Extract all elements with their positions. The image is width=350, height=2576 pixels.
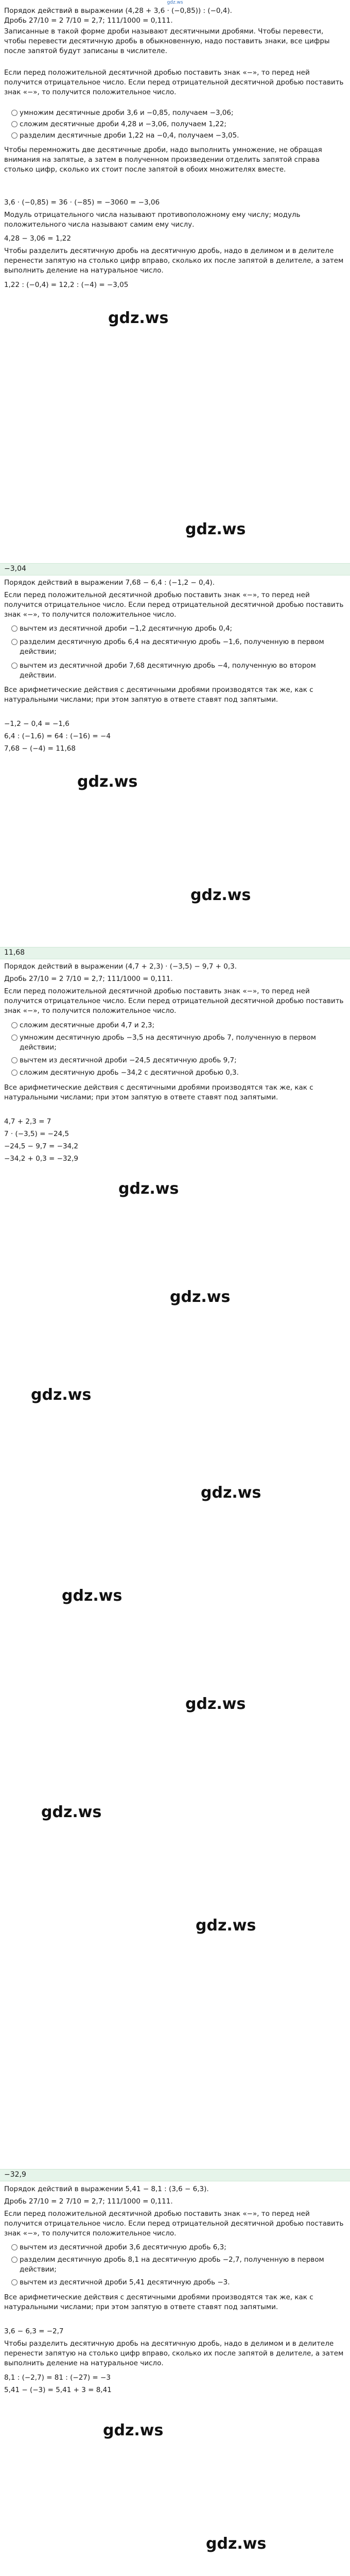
answer-value: −3,04 xyxy=(4,565,26,573)
answer-band xyxy=(0,563,350,575)
step-bullet xyxy=(11,2257,18,2263)
rule-sign: Если перед положительной десятичной дробью поставить знак «−», то перед ней получится отрицательное число. Если перед отрицательной десятичной дробью поставить знак «−», то получится положительное число. xyxy=(4,591,344,619)
calc-12: 8,1 : (−2,7) = 81 : (−27) = −3 xyxy=(4,2374,111,2382)
rule-add: Все арифметические действия с десятичными дробями производятся так же, как с натуральными числами; при этом запятую в ответе ставят под запятыми. xyxy=(4,1083,313,1101)
rule-sign: Если перед положительной десятичной дробью поставить знак «−», то перед ней получится отрицательное число. Если перед отрицательной десятичной дробью поставить знак «−», то получится положительное число. xyxy=(4,69,344,96)
step-bullet xyxy=(11,625,18,632)
rule-mult: Чтобы перемножить две десятичные дроби, надо выполнить умножение, не обращая внимания на запятые, а затем в полученном произведении отделить запятой справа столько цифр, сколько их стоит после запятой в обоих множителях вместе. xyxy=(4,146,322,174)
answer-value: −32,9 xyxy=(4,2171,26,2179)
watermark: gdz.ws xyxy=(108,309,169,327)
task-3-step-3: вычтем из десятичной дроби −24,5 десятичную дробь 9,7; xyxy=(20,1056,237,1064)
task-2-step-1: вычтем из десятичной дроби −1,2 десятичную дробь 0,4; xyxy=(20,624,233,633)
task-3-step-4: сложим десятичную дробь −34,2 с десятичной дробью 0,3. xyxy=(20,1069,239,1077)
task-3-step-1: сложим десятичные дроби 4,7 и 2,3; xyxy=(20,1021,154,1029)
watermark: gdz.ws xyxy=(170,1288,231,1306)
watermark: gdz.ws xyxy=(77,773,138,791)
answer-band xyxy=(0,947,350,959)
watermark: gdz.ws xyxy=(103,2421,164,2439)
step-bullet xyxy=(11,663,18,669)
rule-div: Чтобы разделить десятичную дробь на десятичную дробь, надо в делимом и в делителе перенести запятую на столько цифр вправо, сколько их после запятой в делителе, а затем выполнить деление на натуральное число. xyxy=(4,247,344,275)
rule-div: Чтобы разделить десятичную дробь на десятичную дробь, надо в делимом и в делителе перенести запятую на столько цифр вправо, сколько их после запятой в делителе, а затем выполнить деление на натуральное число. xyxy=(4,2340,344,2367)
calc-13: 5,41 − (−3) = 5,41 + 3 = 8,41 xyxy=(4,2386,112,2394)
calc-7: 4,7 + 2,3 = 7 xyxy=(4,1117,51,1126)
calc-5: 6,4 : (−1,6) = 64 : (−16) = −4 xyxy=(4,732,111,740)
site-header[interactable]: gdz.ws xyxy=(167,0,183,5)
answer-band xyxy=(0,2169,350,2181)
fraction-note: Дробь 27/10 = 2 7/10 = 2,7; 111/1000 = 0,111. xyxy=(4,16,173,25)
watermark: gdz.ws xyxy=(185,520,246,538)
fraction-note: Дробь 27/10 = 2 7/10 = 2,7; 111/1000 = 0,111. xyxy=(4,2197,173,2206)
task-1-order: Порядок действий в выражении (4,28 + 3,6 · (−0,85)) : (−0,4). xyxy=(4,7,232,15)
calc-11: 3,6 − 6,3 = −2,7 xyxy=(4,2327,64,2335)
rule-sign: Если перед положительной десятичной дробью поставить знак «−», то перед ней получится отрицательное число. Если перед отрицательной десятичной дробью поставить знак «−», то получится положительное число. xyxy=(4,987,344,1015)
calc-10: −34,2 + 0,3 = −32,9 xyxy=(4,1155,78,1163)
task-2-step-3: вычтем из десятичной дроби 7,68 десятичную дробь −4, полученную во втором действии. xyxy=(20,662,316,680)
calc-1: 3,6 · (−0,85) = 36 · (−85) = −3060 = −3,06 xyxy=(4,198,160,207)
watermark: gdz.ws xyxy=(190,886,251,904)
watermark: gdz.ws xyxy=(62,1587,122,1605)
calc-2: 4,28 − 3,06 = 1,22 xyxy=(4,234,71,243)
task-1-step-1: умножим десятичные дроби 3,6 и −0,85, получаем −3,06; xyxy=(20,109,234,117)
task-4-step-3: вычтем из десятичной дроби 5,41 десятичную дробь −3. xyxy=(20,2278,230,2286)
task-2-order: Порядок действий в выражении 7,68 − 6,4 : (−1,2 − 0,4). xyxy=(4,579,215,587)
calc-8: 7 · (−3,5) = −24,5 xyxy=(4,1130,69,1138)
task-1-step-2: сложим десятичные дроби 4,28 и −3,06, получаем 1,22; xyxy=(20,120,226,128)
calc-9: −24,5 − 9,7 = −34,2 xyxy=(4,1142,78,1150)
task-3-order: Порядок действий в выражении (4,7 + 2,3) · (−3,5) − 9,7 + 0,3. xyxy=(4,962,237,971)
step-bullet xyxy=(11,1057,18,1063)
watermark: gdz.ws xyxy=(206,2535,267,2553)
task-4-step-2: разделим десятичную дробь 8,1 на десятичную дробь −2,7, полученную в первом действии; xyxy=(20,2256,324,2274)
answer-value: 11,68 xyxy=(4,948,25,957)
fraction-note: Дробь 27/10 = 2 7/10 = 2,7; 111/1000 = 0,111. xyxy=(4,975,173,983)
task-4-step-1: вычтем из десятичной дроби 3,6 десятичную дробь 6,3; xyxy=(20,2243,226,2251)
step-bullet xyxy=(11,1070,18,1076)
step-bullet xyxy=(11,2244,18,2250)
calc-4: −1,2 − 0,4 = −1,6 xyxy=(4,720,69,728)
step-bullet xyxy=(11,639,18,645)
step-bullet xyxy=(11,1035,18,1041)
step-bullet xyxy=(11,2279,18,2285)
watermark: gdz.ws xyxy=(31,1386,92,1404)
watermark: gdz.ws xyxy=(41,1803,102,1821)
task-4-order: Порядок действий в выражении 5,41 − 8,1 : (3,6 − 6,3). xyxy=(4,2185,209,2193)
rule-add: Все арифметические действия с десятичными дробями производятся так же, как с натуральными числами; при этом запятую в ответе ставят под запятыми. xyxy=(4,2293,313,2311)
watermark: gdz.ws xyxy=(196,1917,256,1935)
rule-mod: Модуль отрицательного числа называют противоположному ему числу; модуль положительного числа называют самим ему числу. xyxy=(4,211,301,229)
step-bullet xyxy=(11,132,18,139)
intro-text: Записанные в такой форме дроби называют десятичными дробями. Чтобы перевести, чтобы перевести десятичную дробь в обыкновенную, надо поставить знаки, все цифры после запятой будут записаны в числителе. xyxy=(4,27,330,55)
calc-6: 7,68 − (−4) = 11,68 xyxy=(4,744,76,753)
step-bullet xyxy=(11,121,18,127)
rule-sign: Если перед положительной десятичной дробью поставить знак «−», то перед ней получится отрицательное число. Если перед отрицательной десятичной дробью поставить знак «−», то получится положительное число. xyxy=(4,2210,344,2238)
task-1-step-3: разделим десятичные дроби 1,22 на −0,4, получаем −3,05. xyxy=(20,131,239,140)
calc-3: 1,22 : (−0,4) = 12,2 : (−4) = −3,05 xyxy=(4,281,129,289)
task-3-step-2: умножим десятичную дробь −3,5 на десятичную дробь 7, полученную в первом действии; xyxy=(20,1033,316,1052)
step-bullet xyxy=(11,110,18,116)
step-bullet xyxy=(11,1022,18,1028)
watermark: gdz.ws xyxy=(201,1484,261,1502)
task-2-step-2: разделим десятичную дробь 6,4 на десятичную дробь −1,6, полученную в первом действии; xyxy=(20,638,324,656)
watermark: gdz.ws xyxy=(185,1695,246,1713)
watermark: gdz.ws xyxy=(118,1180,179,1198)
rule-add: Все арифметические действия с десятичными дробями производятся так же, как с натуральными числами; при этом запятую в ответе ставят под запятыми. xyxy=(4,686,313,704)
